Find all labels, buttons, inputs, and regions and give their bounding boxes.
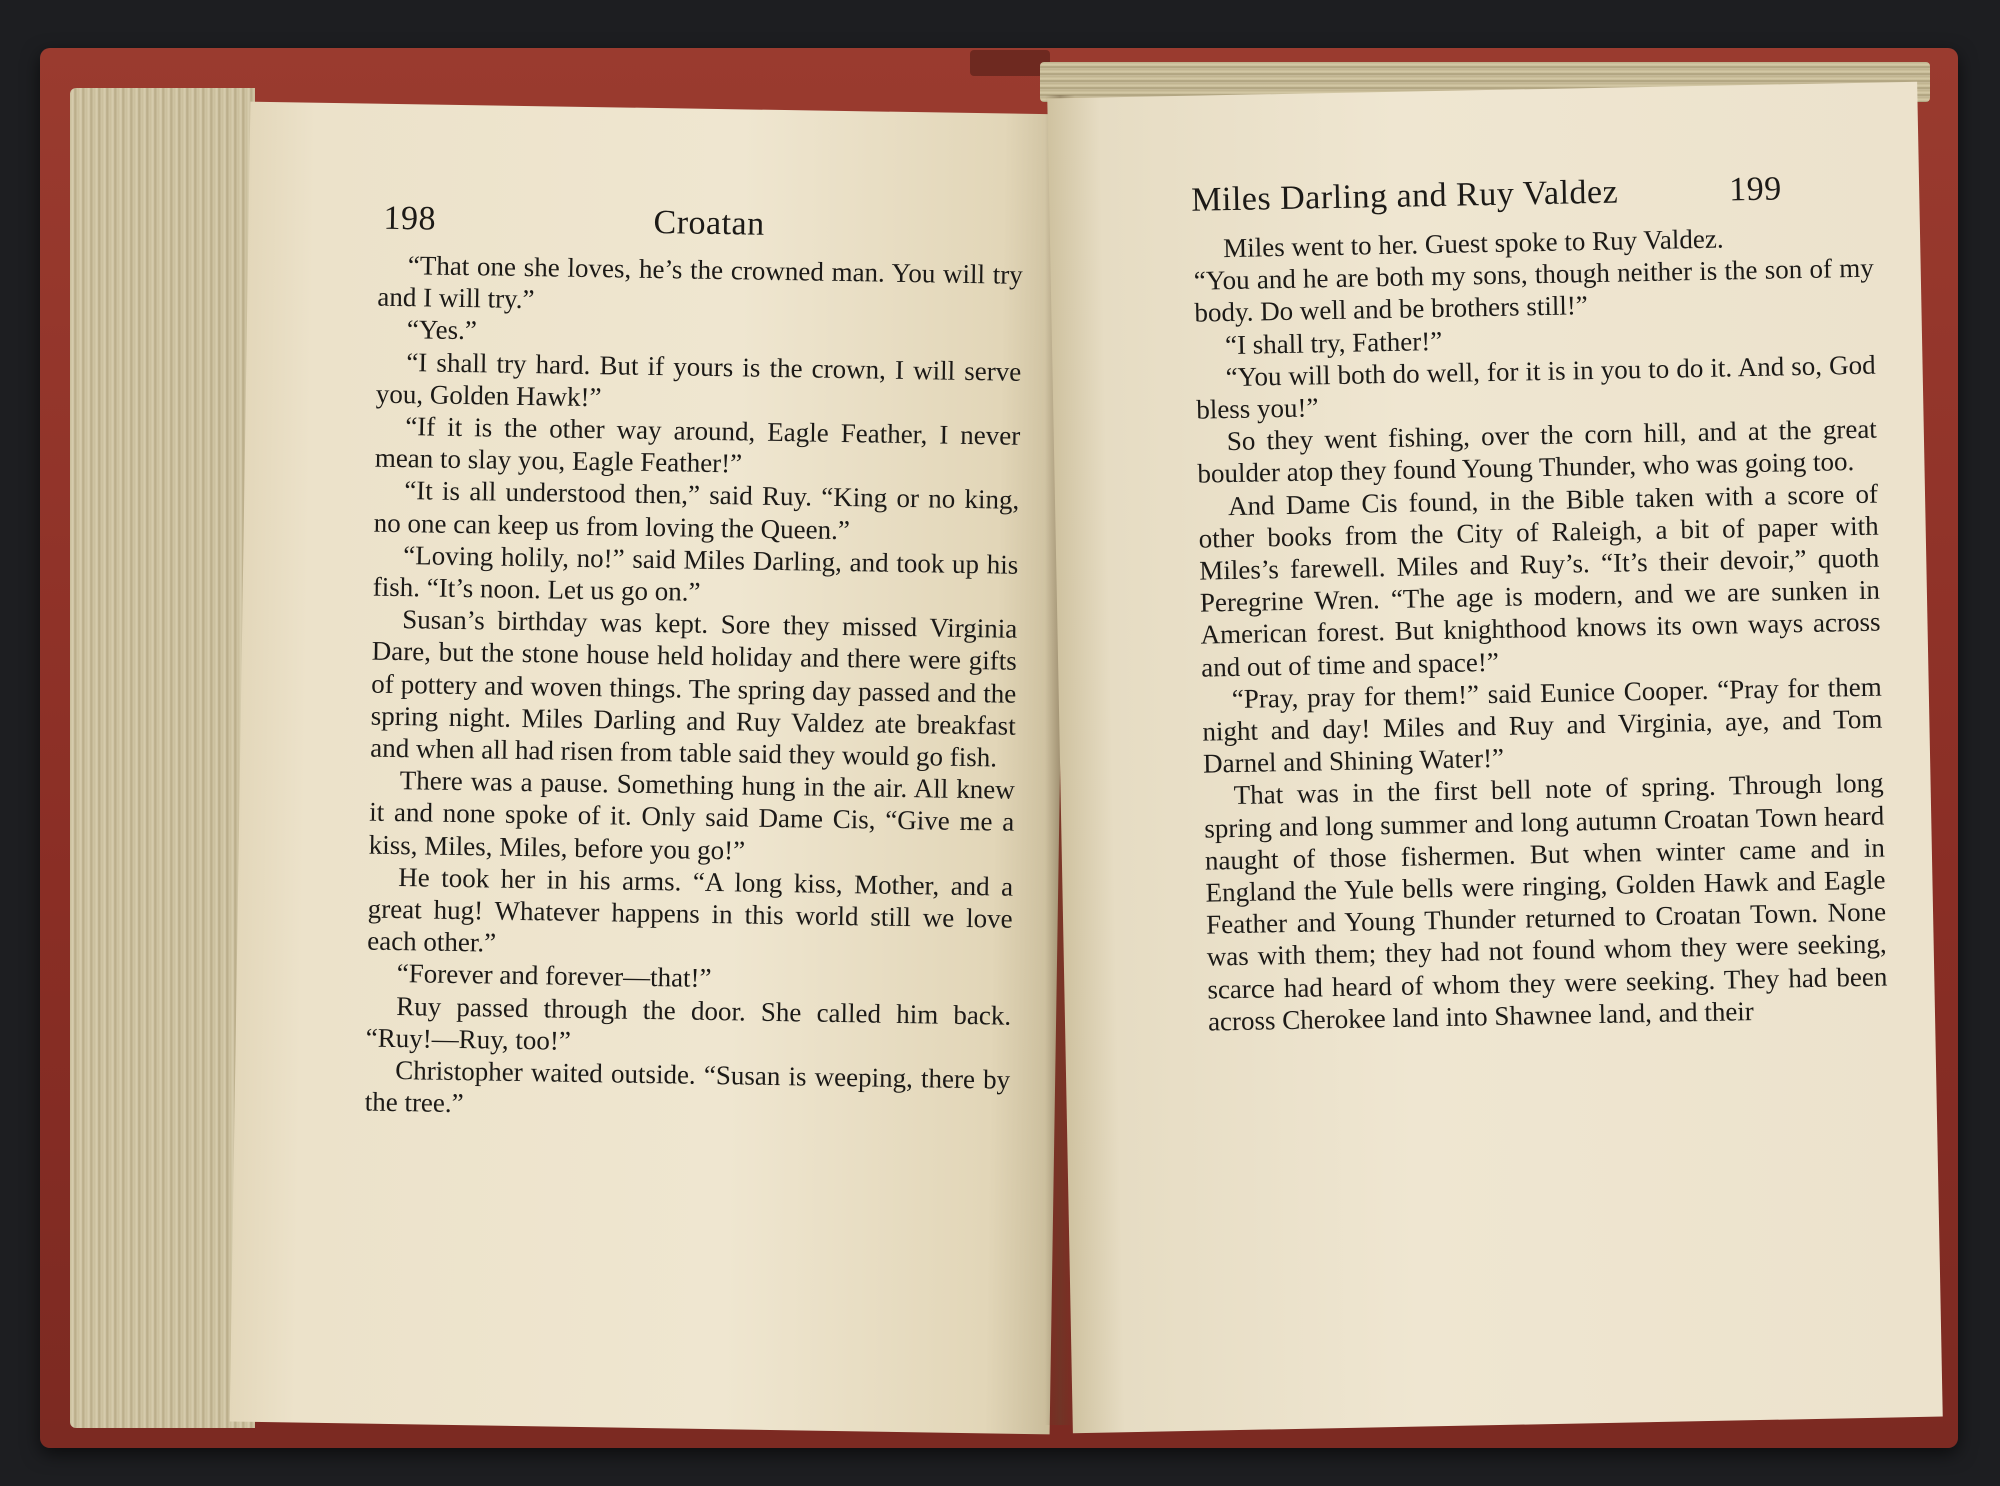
left-paragraph: Susan’s birthday was kept. Sore they missed Virginia Dare, but the stone house held holiday and there were gifts of pottery and woven things. The spring day passed and the spring night. Miles Darling and Ruy Valdez ate breakfast and when all had risen from table said they would go fish. [370, 604, 1018, 773]
right-paragraph: “You will both do well, for it is in you to do it. And so, God bless you!” [1195, 349, 1876, 425]
left-paragraph: “If it is the other way around, Eagle Feather, I never mean to slay you, Eagle Feather!” [374, 411, 1021, 479]
right-page-text [1193, 220, 1888, 1038]
left-paragraph: “It is all understood then,” said Ruy. “King or no king, no one can keep us from loving the Queen.” [373, 475, 1020, 545]
right-paragraph: And Dame Cis found, in the Bible taken with a score of other books from the City of Raleigh, a bit of paper with Miles’s farewell. Miles and Ruy’s. “It’s their devoir,” quoth Peregrine Wren. “The age is modern, and we are sunken in American forest. But knighthood knows its own ways across and out of time and space!” [1198, 478, 1881, 683]
right-paragraph: Miles went to her. Guest spoke to Ruy Valdez. [1222, 223, 1724, 264]
left-page-number: 198 [383, 199, 437, 238]
left-page [230, 102, 1071, 1435]
right-running-title: Miles Darling and Ruy Valdez [1190, 173, 1619, 219]
right-page [1047, 82, 1942, 1433]
left-paragraph: “Yes.” [406, 314, 478, 346]
left-paragraph: “Forever and forever—that!” [396, 958, 712, 994]
left-paragraph: He took her in his arms. “A long kiss, Mother, and a great hug! Whatever happens in this world still we love each other.” [367, 861, 1014, 958]
right-paragraph: “You and he are both my sons, though neither is the son of my body. Do well and be brothers still!” [1193, 252, 1874, 329]
left-page-text [364, 249, 1023, 1129]
right-page-number: 199 [1728, 170, 1782, 209]
right-paragraph: That was in the first bell note of spring. Through long spring and long summer and long autumn Croatan Town heard naught of those fishermen. But when winter came and in England the Yule bells were ringing, Golden Hawk and Eagle Feather and Young Thunder returned to Croatan Town. None was with them; they had not found whom they were seeking, scarce had heard of whom they were seeking. They had been across Cherokee land into Shawnee land, and their [1204, 768, 1888, 1037]
left-paragraph: “I shall try hard. But if yours is the crown, I will serve you, Golden Hawk!” [375, 346, 1022, 413]
right-paragraph: “I shall try, Father!” [1224, 325, 1443, 360]
left-paragraph: There was a pause. Something hung in the air. All knew it and none spoke of it. Only said Dame Cis, “Give me a kiss, Miles, Miles, before you go!” [368, 765, 1015, 866]
left-paragraph: Christopher waited outside. “Susan is weeping, there by the tree.” [364, 1055, 1011, 1119]
page-edges-left [70, 88, 255, 1428]
left-paragraph: “Loving holily, no!” said Miles Darling, and took up his fish. “It’s noon. Let us go on.” [372, 539, 1019, 607]
left-running-title: Croatan [653, 203, 765, 243]
right-paragraph: So they went fishing, over the corn hill, and at the great boulder atop they found Young Thunder, who was going too. [1197, 413, 1878, 490]
book-headband [970, 50, 1050, 76]
left-paragraph: Ruy passed through the door. She called him back. “Ruy!—Ruy, too!” [365, 990, 1012, 1056]
left-paragraph: “That one she loves, he’s the crowned man. You will try and I will try.” [377, 250, 1024, 315]
right-paragraph: “Pray, pray for them!” said Eunice Cooper. “Pray for them night and day! Miles and Ruy and Virginia, aye, and Tom Darnel and Shining Water!” [1202, 671, 1883, 779]
